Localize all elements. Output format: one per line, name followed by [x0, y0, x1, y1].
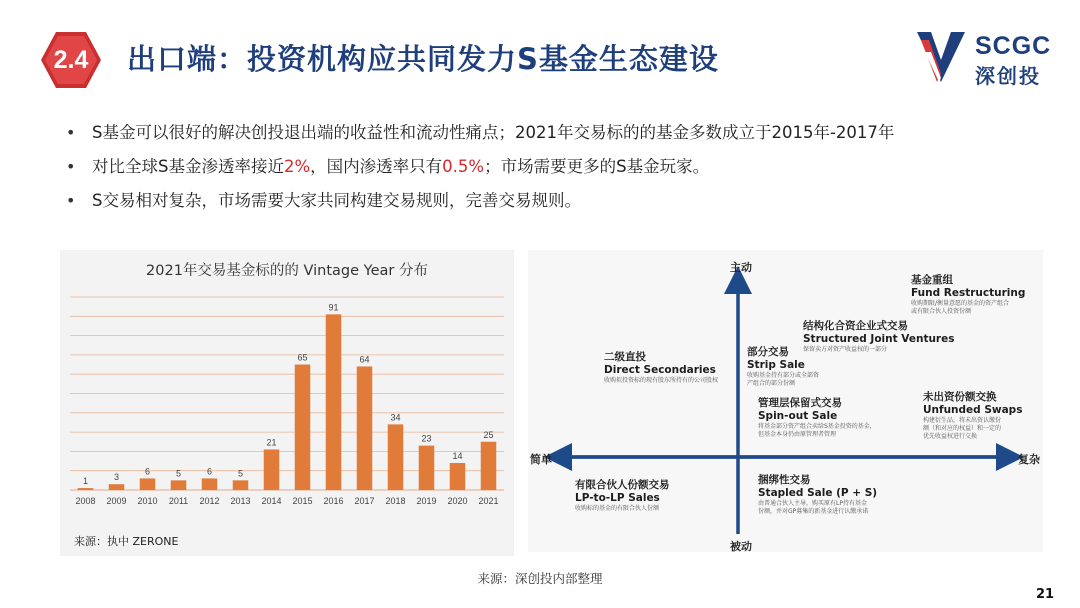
x-tick-label: 2021 — [478, 496, 499, 506]
bar — [326, 314, 342, 490]
x-tick-label: 2013 — [230, 496, 251, 506]
item-en-label: Stapled Sale (P + S) — [758, 487, 878, 499]
data-label: 5 — [175, 468, 182, 479]
bullet-text: S交易相对复杂，市场需要大家共同构建交易规则，完善交易规则。 — [92, 191, 581, 210]
x-tick-label: 2015 — [292, 496, 313, 506]
data-label: 1 — [82, 476, 89, 487]
data-label: 64 — [359, 354, 370, 365]
page-title: 出口端：投资机构应共同发力S基金生态建设 — [127, 42, 719, 76]
data-label: 6 — [206, 466, 213, 477]
x-tick-label: 2010 — [137, 496, 158, 506]
s-transaction-quadrant — [528, 250, 1043, 552]
axis-label-simple: 简单 — [530, 453, 552, 466]
data-label: 3 — [113, 472, 120, 483]
bullet-text: 对比全球S基金渗透率接近 — [92, 157, 284, 176]
x-tick-label: 2014 — [261, 496, 282, 506]
item-en-label: Direct Secondaries — [604, 364, 716, 376]
item-description: 收购标的基金的有限合伙人份额 — [575, 505, 660, 512]
item-en-label: Fund Restructuring — [911, 287, 1026, 299]
scgc-logo-icon — [915, 30, 967, 84]
x-tick-label: 2020 — [447, 496, 468, 506]
section-badge — [40, 30, 102, 90]
quadrant-item-lp-to-lp — [575, 479, 670, 513]
x-tick-label: 2019 — [416, 496, 437, 506]
data-label: 65 — [297, 352, 308, 363]
item-description: 将基金部分资产组合卖给S基金投资的基金， 但基金本身仍由原管理者管理 — [758, 423, 876, 438]
bullet-item — [64, 184, 894, 218]
x-tick-label: 2009 — [106, 496, 127, 506]
x-tick-label: 2018 — [385, 496, 406, 506]
data-label: 34 — [390, 412, 401, 423]
quadrant-item-stapled-sale — [758, 474, 877, 516]
axis-label-complex: 复杂 — [1018, 453, 1040, 466]
item-en-label: Strip Sale — [747, 359, 805, 371]
item-description: 收购拟投资标的现有股东所持有的公司股权 — [604, 377, 719, 384]
bar — [481, 442, 497, 490]
item-en-label: Spin-out Sale — [758, 410, 838, 422]
bar — [388, 424, 404, 490]
x-tick-label: 2008 — [75, 496, 96, 506]
bar — [450, 463, 466, 490]
bar — [357, 366, 373, 490]
item-description: 保留卖方对资产收益权的一部分 — [803, 346, 888, 353]
quadrant-item-direct-secondaries — [604, 351, 718, 385]
item-en-label: Structured Joint Ventures — [803, 333, 955, 345]
item-description: 收购基金持有部分或全部资 产组合的部分份额 — [747, 372, 820, 387]
item-en-label: Unfunded Swaps — [923, 404, 1023, 416]
x-tick-label: 2012 — [199, 496, 220, 506]
section-number: 2.4 — [53, 46, 89, 74]
vintage-year-chart — [60, 250, 514, 556]
bullet-item — [64, 116, 894, 150]
bullet-text: S基金可以很好的解决创投退出端的收益性和流动性痛点；2021年交易标的的基金多数成立于2015年-2017年 — [92, 123, 895, 142]
bar-chart-svg — [60, 250, 514, 556]
item-description: 收购期限/衡量意愿的基金的资产组合 或有限合伙人投资份额 — [911, 300, 1010, 315]
chart-title: 2021年交易基金标的的 Vintage Year 分布 — [146, 263, 428, 279]
quadrant-item-fund-restructuring — [911, 274, 1025, 316]
data-label: 23 — [421, 433, 432, 444]
item-cn-label: 管理层保留式交易 — [758, 397, 842, 409]
item-en-label: LP-to-LP Sales — [575, 492, 660, 504]
item-cn-label: 捆绑性交易 — [758, 474, 811, 486]
quadrant-item-unfunded-swaps — [923, 391, 1022, 441]
bullet-text: ；市场需要更多的S基金玩家。 — [484, 157, 710, 176]
axis-label-active: 主动 — [730, 261, 752, 274]
data-label: 5 — [237, 468, 244, 479]
logo-text-en: SCGC — [975, 32, 1052, 60]
item-description: 构建衍生品，将未出资认缴份 额（和对应的权益）和一定的 优先收益权进行交换 — [923, 417, 1002, 440]
item-cn-label: 基金重组 — [911, 274, 953, 286]
bar — [140, 478, 156, 490]
footer-source: 来源：深创投内部整理 — [477, 571, 603, 586]
data-label: 6 — [144, 466, 151, 477]
item-cn-label: 结构化合资企业式交易 — [803, 320, 908, 332]
bar — [233, 480, 249, 490]
item-description: 由普通合伙人主导，购买原有LP持有基金 份额，并对GP募集的新基金进行认缴承诺 — [758, 500, 869, 515]
bullet-item — [64, 150, 894, 184]
logo-text-cn: 深创投 — [975, 64, 1041, 88]
data-label: 21 — [266, 437, 277, 448]
x-tick-label: 2016 — [323, 496, 344, 506]
highlight-text: 2% — [283, 157, 311, 176]
chart-source: 来源：执中 ZERONE — [74, 535, 179, 548]
bullet-text: ，国内渗透率只有 — [310, 157, 443, 176]
item-cn-label: 未出资份额交换 — [923, 391, 997, 403]
quadrant-item-spin-out-sale — [758, 397, 876, 439]
quadrant-item-strip-sale — [747, 346, 819, 388]
bar — [109, 484, 125, 490]
item-cn-label: 部分交易 — [747, 346, 789, 358]
bar — [295, 365, 311, 490]
page-number: 21 — [1036, 587, 1055, 602]
bar — [264, 449, 280, 490]
bullet-list — [64, 116, 894, 218]
data-label: 14 — [452, 450, 463, 461]
bar — [171, 480, 187, 490]
highlight-text: 0.5% — [442, 157, 485, 176]
bar — [202, 478, 218, 490]
data-label: 91 — [328, 302, 339, 313]
item-cn-label: 二级直投 — [604, 351, 646, 363]
x-tick-label: 2011 — [168, 496, 189, 506]
data-label: 25 — [483, 429, 494, 440]
bar — [78, 488, 94, 490]
quadrant-item-structured-jv — [803, 320, 955, 354]
x-tick-label: 2017 — [354, 496, 375, 506]
bar — [419, 446, 435, 490]
company-logo — [915, 30, 1055, 86]
axis-label-passive: 被动 — [730, 540, 752, 553]
item-cn-label: 有限合伙人份额交易 — [575, 479, 670, 491]
